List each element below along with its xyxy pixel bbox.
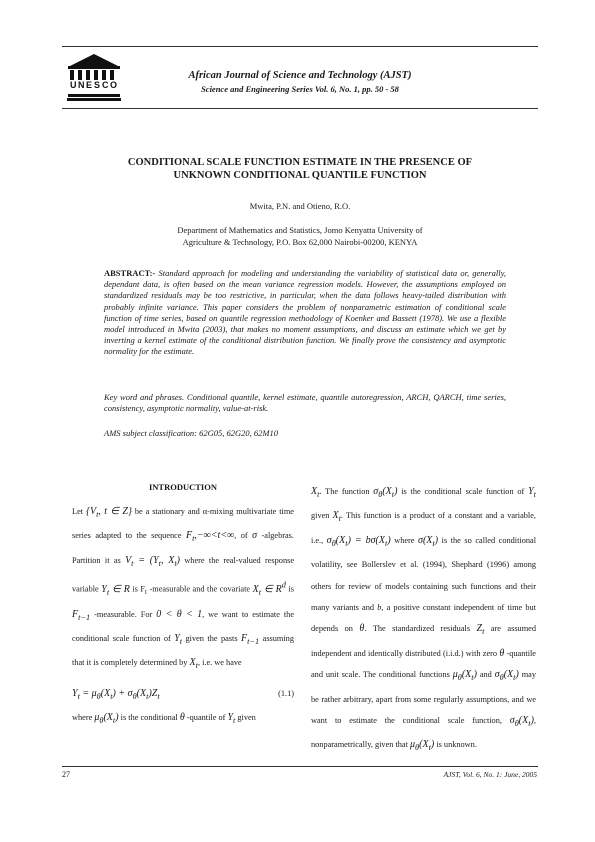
svg-text:N: N bbox=[78, 80, 85, 90]
abstract-text: Standard approach for modeling and understanding the variability of statistical data or, generally, dependant data, is often based on the mean variance regression models. However, the assumptions employed on standardized residuals may be too restrictive, in particular, when the data follows heavy-tailed distribution with probably infinite variance. This paper considers the problem of nonparametric estimation of conditional scale function of time series, based on quantile regression methodology of Koenker and Bassett (1978). We use a flexible model introduced in Mwita (2003), that makes no moment assumptions, and discuss an estimate which we get by inverting a kernel estimate of the conditional distribution function. We finally prove the consistency and asymptotic normality for the estimate. bbox=[104, 268, 506, 357]
title-line-1: CONDITIONAL SCALE FUNCTION ESTIMATE IN THE PRESENCE OF bbox=[127, 157, 473, 168]
svg-text:U: U bbox=[70, 80, 77, 90]
svg-text:C: C bbox=[102, 80, 109, 90]
abstract bbox=[104, 268, 506, 358]
keywords: Key word and phrases. Conditional quantile, kernel estimate, quantile autoregression, ARCH, QARCH, time series, consistency, asymptotic normality, value-at-risk. bbox=[104, 392, 506, 414]
svg-text:O: O bbox=[110, 80, 118, 90]
paper-title bbox=[62, 156, 538, 182]
svg-text:E: E bbox=[86, 80, 93, 90]
affiliation-line-1: Department of Mathematics and Statistics, Jomo Kenyatta University of bbox=[177, 225, 423, 235]
header-bottom-rule bbox=[62, 108, 538, 109]
right-column: $X_t$. The function $\sigma_\theta(X_t)$ is the conditional scale function of $Y_t$ given $X_t$. This function is a product of a constant and a variable, i.e., $\sigma_\theta(X_t) = b\sigma(X_t)$ where $\sigma(X_t)$ is the so called conditional volatility, see Bollerslev et al. (1994), Shephard (1996) among others for review of models containing such functions and their many variants and b, a positive constant independent of time but depends on θ. The standardized residuals $Z_t$ are assumed independent and identically distributed (i.i.d.) with zero θ -quantile and unit scale. The conditional functions $\mu_\theta(X_t)$ and $\sigma_\theta(X_t)$ may be rather arbitrary, apart from some regularly assumptions, and we want to estimate the conditional scale function, $\sigma_\theta(X_t)$, nonparametrically, given that $\mu_\theta(X_t)$ is unknown. bbox=[311, 486, 537, 753]
svg-text:S: S bbox=[94, 80, 101, 90]
header-top-rule bbox=[62, 46, 538, 47]
footer-rule bbox=[62, 766, 538, 767]
journal-series: Science and Engineering Series Vol. 6, No. 1, pp. 50 - 58 bbox=[201, 84, 399, 94]
abstract-label: ABSTRACT:- bbox=[104, 268, 156, 278]
page-number: 27 bbox=[62, 770, 70, 779]
equation-1-1: $Y_t = \mu_\theta(X_t) + \sigma_\theta(X_t)Z_t$ (1.1) bbox=[72, 683, 294, 707]
where-paragraph: where $\mu_\theta(X_t)$ is the conditional θ -quantile of $Y_t$ given bbox=[72, 712, 256, 726]
equation-number: (1.1) bbox=[278, 688, 294, 698]
affiliation-line-2: Agriculture & Technology, P.O. Box 62,000 Nairobi-00200, KENYA bbox=[182, 237, 418, 247]
title-line-2: UNKNOWN CONDITIONAL QUANTILE FUNCTION bbox=[173, 170, 427, 181]
ams-classification: AMS subject classification: 62G05, 62G20, 62M10 bbox=[104, 428, 278, 438]
intro-paragraph: Let {$V_t$, t ∈ Z} be a stationary and α-mixing multivariate time series adapted to the sequence $F_t,-\infty<t<\infty$, of σ -algebras. Partition it as $V_t = (Y_t$, $X_t$) where the real-valued response variable $Y_t$ ∈ R is $F_t$ -measurable and the covariate $X_t$ ∈ $R^d$ is $F_{t-1}$ -measurable. For 0 < θ < 1, we want to estimate the conditional scale function of $Y_t$ given the pasts $F_{t-1}$ assuming that it is completely determined by $X_t$, i.e. we have bbox=[72, 506, 295, 671]
authors: Mwita, P.N. and Otieno, R.O. bbox=[249, 201, 351, 211]
footer-reference: AJST, Vol. 6, No. 1: June, 2005 bbox=[443, 770, 537, 779]
section-heading: INTRODUCTION bbox=[148, 482, 217, 492]
unesco-logo-icon bbox=[62, 50, 126, 102]
journal-title: African Journal of Science and Technology (AJST) bbox=[188, 70, 412, 81]
left-column bbox=[72, 481, 294, 732]
affiliation bbox=[62, 224, 538, 248]
